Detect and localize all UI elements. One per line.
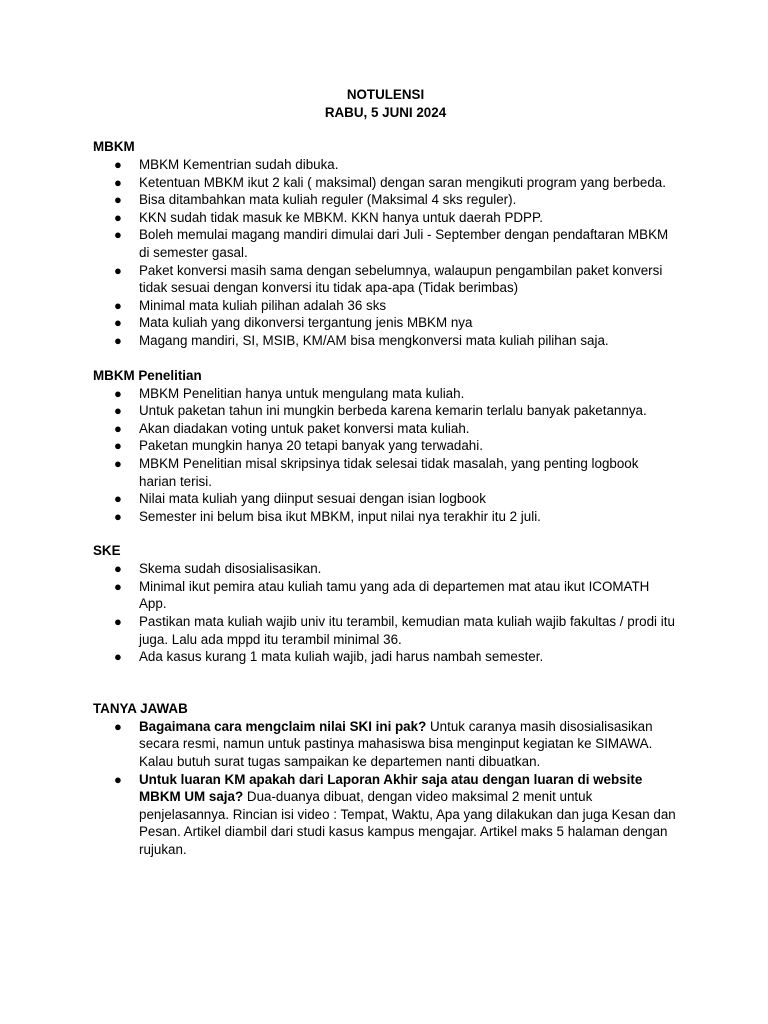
bullet-icon: ● [114,491,122,507]
list-item-text: Minimal mata kuliah pilihan adalah 36 sks [139,297,387,313]
section-title: MBKM [93,139,135,154]
list-item [93,191,678,209]
list-item [93,314,678,332]
list-item-text: Mata kuliah yang dikonversi tergantung jenis MBKM nya [139,315,473,331]
list-item [93,209,678,227]
document-title: NOTULENSI [346,87,425,102]
bullet-icon: ● [114,455,122,471]
question-text: Bagaimana cara mengclaim nilai SKI ini pak? [139,718,427,734]
bullet-icon: ● [114,614,122,630]
list-item-text: Ada kasus kurang 1 mata kuliah wajib, jadi harus nambah semester. [139,649,544,665]
list-item [93,613,678,648]
bullet-icon: ● [114,297,122,313]
bullet-icon: ● [114,385,122,401]
bullet-icon: ● [114,420,122,436]
bullet-icon: ● [114,332,122,348]
bullet-icon: ● [114,209,122,225]
bullet-icon: ● [114,438,122,454]
list-item-text: MBKM Kementrian sudah dibuka. [139,157,339,172]
list-item [93,437,678,455]
bullet-icon: ● [114,174,122,190]
list-item [93,156,678,174]
section-mbkm-penelitian [93,367,678,526]
bullet-icon: ● [114,508,122,524]
section-title: SKE [93,543,121,559]
qa-list [93,718,678,859]
list-item [93,560,678,578]
list-item [93,578,678,613]
list-item-text: Nilai mata kuliah yang diinput sesuai dengan isian logbook [139,491,486,507]
qa-item [93,718,678,771]
section-ske [93,542,678,666]
list-item-text: Paket konversi masih sama dengan sebelumnya, walaupun pengambilan paket konversi tidak sesuai dengan konversi itu tidak apa-apa (Tidak berimbas) [139,262,663,296]
list-item-text: MBKM Penelitian misal skripsinya tidak selesai tidak masalah, yang penting logbook harian terisi. [139,455,639,489]
list-item-text: Boleh memulai magang mandiri dimulai dari Juli - September dengan pendaftaran MBKM di semester gasal. [139,227,669,260]
list-item-text: MBKM Penelitian hanya untuk mengulang mata kuliah. [139,385,465,401]
answer-text: Dua-duanya dibuat, dengan video maksimal 2 menit untuk penjelasannya. Rincian isi video : Tempat, Waktu, Apa yang dilakukan dan juga Kesan dan Pesan. Artikel diambil dari studi kasus kampus mengajar. Artikel maks 5 halaman dengan rujukan. [139,789,676,857]
list-item-text: Paketan mungkin hanya 20 tetapi banyak yang terwadahi. [139,438,483,454]
list-item-text: Pastikan mata kuliah wajib univ itu terambil, kemudian mata kuliah wajib fakultas / prodi itu juga. Lalu ada mppd itu terambil minimal 36. [139,614,675,647]
list-item-text: Untuk paketan tahun ini mungkin berbeda karena kemarin terlalu banyak paketannya. [139,403,647,419]
section-tanya-jawab [93,700,678,859]
list-item [93,262,678,297]
bullet-icon: ● [114,192,122,208]
list-item [93,402,678,420]
bullet-icon: ● [114,157,122,172]
list-item-text: Semester ini belum bisa ikut MBKM, input nilai nya terakhir itu 2 juli. [139,508,541,524]
answer-text: Untuk caranya masih disosialisasikan secara resmi, namun untuk pastinya mahasiswa bisa menginput kegiatan ke SIMAWA. Kalau butuh surat tugas sampaikan ke departemen nanti dibuatkan. [139,718,653,770]
list-item-text: Ketentuan MBKM ikut 2 kali ( maksimal) dengan saran mengikuti program yang berbeda. [139,174,666,190]
bullet-icon: ● [114,315,122,331]
list-item [93,508,678,526]
bullet-icon: ● [114,771,122,787]
bullet-list [93,560,678,666]
bullet-icon: ● [114,718,122,734]
section-mbkm [93,138,678,350]
list-item-text: KKN sudah tidak masuk ke MBKM. KKN hanya untuk daerah PDPP. [139,209,543,225]
document-header [93,86,678,122]
list-item-text: Minimal ikut pemira atau kuliah tamu yang ada di departemen mat atau ikut ICOMATH App. [139,578,650,612]
list-item [93,490,678,508]
qa-item [93,771,678,859]
list-item [93,226,678,261]
list-item [93,297,678,315]
section-title: MBKM Penelitian [93,367,202,383]
bullet-icon: ● [114,262,122,278]
section-title: TANYA JAWAB [93,700,188,716]
list-item [93,648,678,666]
list-item [93,385,678,403]
list-item [93,420,678,438]
list-item [93,455,678,490]
document-date: RABU, 5 JUNI 2024 [324,105,447,120]
bullet-icon: ● [114,578,122,594]
bullet-icon: ● [114,227,122,243]
bullet-icon: ● [114,403,122,419]
question-text: Untuk luaran KM apakah dari Laporan Akhir saja atau dengan luaran di website MBKM UM saja? [139,771,643,805]
list-item-text: Magang mandiri, SI, MSIB, KM/AM bisa mengkonversi mata kuliah pilihan saja. [139,332,609,348]
list-item [93,174,678,192]
bullet-icon: ● [114,561,122,577]
list-item-text: Akan diadakan voting untuk paket konversi mata kuliah. [139,420,470,436]
bullet-list [93,156,678,350]
list-item-text: Skema sudah disosialisasikan. [139,561,322,577]
list-item-text: Bisa ditambahkan mata kuliah reguler (Maksimal 4 sks reguler). [139,192,517,208]
bullet-list [93,385,678,526]
bullet-icon: ● [114,649,122,665]
list-item [93,332,678,350]
